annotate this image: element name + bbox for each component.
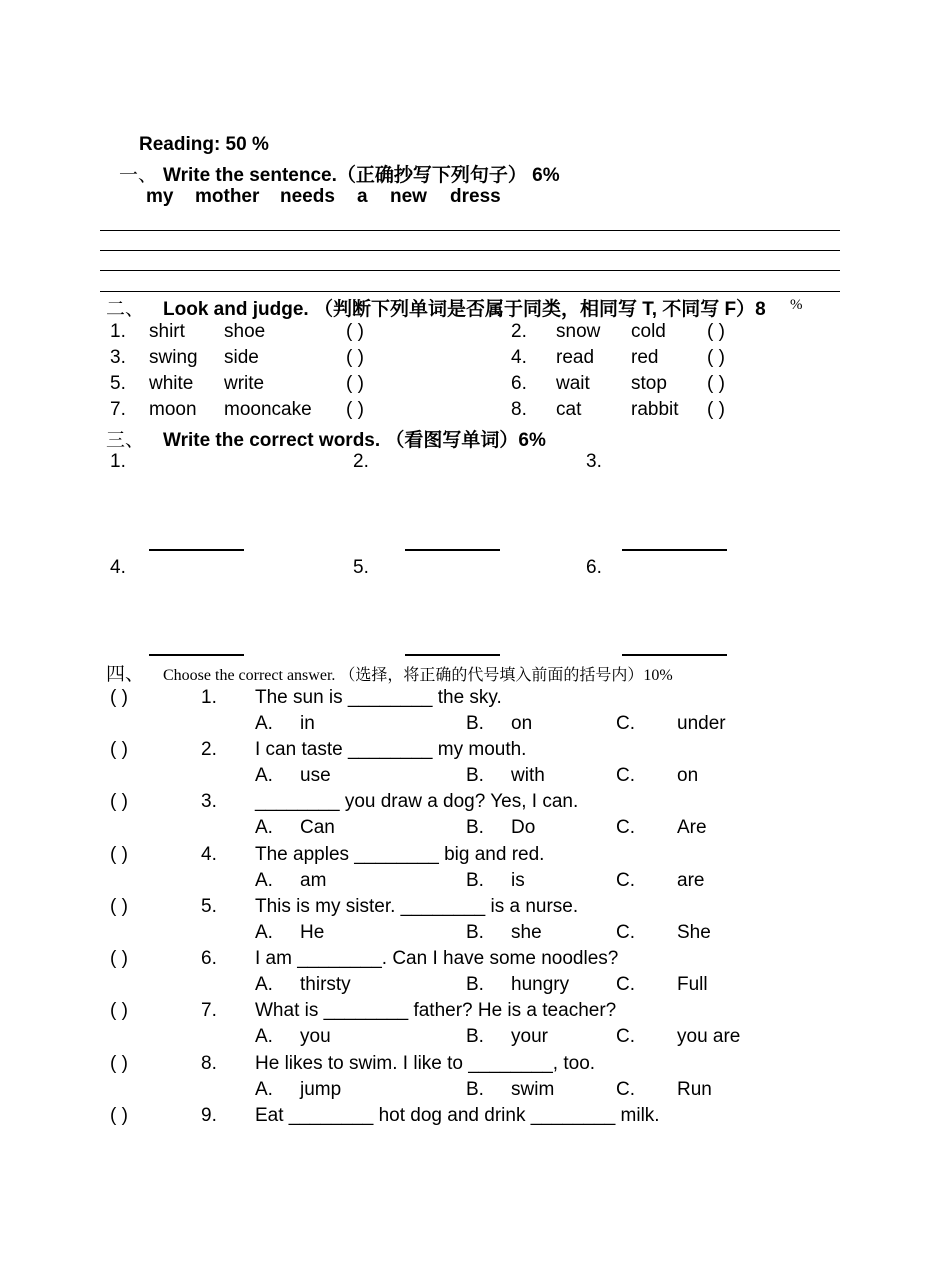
option-b-letter: B. — [466, 922, 484, 943]
question-number: 6. — [201, 948, 217, 969]
answer-paren[interactable]: ( ) — [110, 791, 128, 812]
judge-answer-paren[interactable]: ( ) — [707, 321, 725, 342]
option-c-text: under — [677, 713, 726, 734]
question-number: 5. — [201, 896, 217, 917]
judge-word-2: rabbit — [631, 399, 679, 420]
option-b-text: on — [511, 713, 533, 734]
answer-paren[interactable]: ( ) — [110, 948, 128, 969]
option-b-letter: B. — [466, 974, 484, 995]
option-c-letter: C. — [616, 817, 635, 838]
option-a-text: am — [300, 870, 327, 891]
option-b-letter: B. — [466, 1079, 484, 1100]
option-c-letter: C. — [616, 765, 635, 786]
question-text: Eat ________ hot dog and drink ________ milk. — [255, 1105, 660, 1126]
judge-answer-paren[interactable]: ( ) — [346, 347, 364, 368]
question-number: 1. — [201, 687, 217, 708]
section-2-title: Look and judge. （判断下列单词是否属于同类，相同写 T, 不同写 F）8 — [163, 299, 766, 320]
answer-paren[interactable]: ( ) — [110, 844, 128, 865]
judge-num: 2. — [511, 321, 527, 342]
section-2-percent: % — [790, 297, 803, 313]
answer-paren[interactable]: ( ) — [110, 1105, 128, 1126]
option-a-text: you — [300, 1026, 331, 1047]
option-a-text: He — [300, 922, 325, 943]
option-c-letter: C. — [616, 974, 635, 995]
sentence-word: my — [146, 186, 174, 207]
section-4-title: Choose the correct answer. （选择，将正确的代号填入前面的括号内）10% — [163, 667, 673, 684]
sentence-word: a — [357, 186, 368, 207]
answer-blank[interactable] — [622, 654, 727, 656]
section-4-number: 四、 — [106, 664, 145, 685]
judge-word-1: wait — [556, 373, 590, 394]
sentence-word: needs — [280, 186, 335, 207]
question-number: 7. — [201, 1000, 217, 1021]
section-3-number: 三、 — [106, 430, 145, 451]
writing-line — [100, 250, 840, 251]
judge-word-1: snow — [556, 321, 601, 342]
question-text: This is my sister. ________ is a nurse. — [255, 896, 579, 917]
judge-word-2: cold — [631, 321, 666, 342]
picture-item-number: 2. — [353, 451, 369, 472]
question-number: 9. — [201, 1105, 217, 1126]
judge-word-2: shoe — [224, 321, 266, 342]
option-b-text: hungry — [511, 974, 570, 995]
question-text: The apples ________ big and red. — [255, 844, 545, 865]
option-c-text: She — [677, 922, 711, 943]
answer-paren[interactable]: ( ) — [110, 1000, 128, 1021]
option-a-text: use — [300, 765, 331, 786]
option-c-letter: C. — [616, 1079, 635, 1100]
answer-paren[interactable]: ( ) — [110, 687, 128, 708]
option-c-letter: C. — [616, 870, 635, 891]
judge-word-1: shirt — [149, 321, 185, 342]
writing-line — [100, 291, 840, 292]
option-b-letter: B. — [466, 765, 484, 786]
sentence-word: mother — [195, 186, 260, 207]
judge-answer-paren[interactable]: ( ) — [346, 373, 364, 394]
option-a-text: Can — [300, 817, 335, 838]
judge-answer-paren[interactable]: ( ) — [707, 399, 725, 420]
question-number: 2. — [201, 739, 217, 760]
answer-paren[interactable]: ( ) — [110, 896, 128, 917]
question-text: ________ you draw a dog? Yes, I can. — [255, 791, 579, 812]
picture-item-number: 4. — [110, 557, 126, 578]
judge-word-1: swing — [149, 347, 198, 368]
picture-item-number: 3. — [586, 451, 602, 472]
option-a-letter: A. — [255, 1079, 273, 1100]
judge-answer-paren[interactable]: ( ) — [707, 373, 725, 394]
option-c-text: you are — [677, 1026, 741, 1047]
section-1-title: Write the sentence.（正确抄写下列句子） 6% — [163, 165, 560, 186]
option-c-text: Full — [677, 974, 708, 995]
option-c-text: on — [677, 765, 699, 786]
option-b-text: with — [511, 765, 545, 786]
section-1-number: 一、 — [119, 165, 158, 186]
option-b-text: swim — [511, 1079, 555, 1100]
option-a-text: jump — [300, 1079, 342, 1100]
judge-num: 8. — [511, 399, 527, 420]
question-text: He likes to swim. I like to ________, too. — [255, 1053, 596, 1074]
option-b-text: Do — [511, 817, 536, 838]
answer-blank[interactable] — [622, 549, 727, 551]
judge-word-1: white — [149, 373, 194, 394]
judge-num: 1. — [110, 321, 126, 342]
option-b-letter: B. — [466, 870, 484, 891]
option-c-letter: C. — [616, 922, 635, 943]
writing-line — [100, 270, 840, 271]
option-c-text: Run — [677, 1079, 712, 1100]
option-c-text: are — [677, 870, 705, 891]
writing-line — [100, 230, 840, 231]
answer-paren[interactable]: ( ) — [110, 739, 128, 760]
judge-num: 3. — [110, 347, 126, 368]
option-a-letter: A. — [255, 870, 273, 891]
judge-answer-paren[interactable]: ( ) — [707, 347, 725, 368]
question-text: What is ________ father? He is a teacher? — [255, 1000, 617, 1021]
option-b-text: your — [511, 1026, 548, 1047]
judge-answer-paren[interactable]: ( ) — [346, 399, 364, 420]
answer-paren[interactable]: ( ) — [110, 1053, 128, 1074]
section-2-number: 二、 — [106, 299, 145, 320]
option-b-letter: B. — [466, 713, 484, 734]
picture-item-number: 5. — [353, 557, 369, 578]
option-a-letter: A. — [255, 974, 273, 995]
judge-word-2: red — [631, 347, 659, 368]
judge-answer-paren[interactable]: ( ) — [346, 321, 364, 342]
answer-blank[interactable] — [149, 654, 244, 656]
option-a-letter: A. — [255, 817, 273, 838]
judge-num: 6. — [511, 373, 527, 394]
judge-word-2: stop — [631, 373, 667, 394]
option-a-letter: A. — [255, 765, 273, 786]
judge-word-1: read — [556, 347, 595, 368]
question-number: 3. — [201, 791, 217, 812]
judge-word-1: cat — [556, 399, 582, 420]
option-a-letter: A. — [255, 922, 273, 943]
answer-blank[interactable] — [405, 549, 500, 551]
sentence-word: new — [390, 186, 427, 207]
answer-blank[interactable] — [149, 549, 244, 551]
option-b-text: she — [511, 922, 542, 943]
option-a-text: in — [300, 713, 315, 734]
judge-word-2: mooncake — [224, 399, 312, 420]
option-c-letter: C. — [616, 713, 635, 734]
question-number: 8. — [201, 1053, 217, 1074]
option-b-letter: B. — [466, 1026, 484, 1047]
question-number: 4. — [201, 844, 217, 865]
question-text: The sun is ________ the sky. — [255, 687, 502, 708]
judge-word-2: write — [224, 373, 265, 394]
judge-num: 4. — [511, 347, 527, 368]
answer-blank[interactable] — [405, 654, 500, 656]
option-c-letter: C. — [616, 1026, 635, 1047]
option-a-letter: A. — [255, 1026, 273, 1047]
judge-word-1: moon — [149, 399, 197, 420]
option-b-letter: B. — [466, 817, 484, 838]
picture-item-number: 6. — [586, 557, 602, 578]
question-text: I can taste ________ my mouth. — [255, 739, 527, 760]
option-c-text: Are — [677, 817, 707, 838]
option-a-letter: A. — [255, 713, 273, 734]
question-text: I am ________. Can I have some noodles? — [255, 948, 619, 969]
section-3-title: Write the correct words. （看图写单词）6% — [163, 430, 546, 451]
reading-header: Reading: 50 % — [139, 134, 269, 155]
judge-word-2: side — [224, 347, 259, 368]
option-a-text: thirsty — [300, 974, 351, 995]
option-b-text: is — [511, 870, 525, 891]
picture-item-number: 1. — [110, 451, 126, 472]
judge-num: 5. — [110, 373, 126, 394]
sentence-word: dress — [450, 186, 501, 207]
judge-num: 7. — [110, 399, 126, 420]
